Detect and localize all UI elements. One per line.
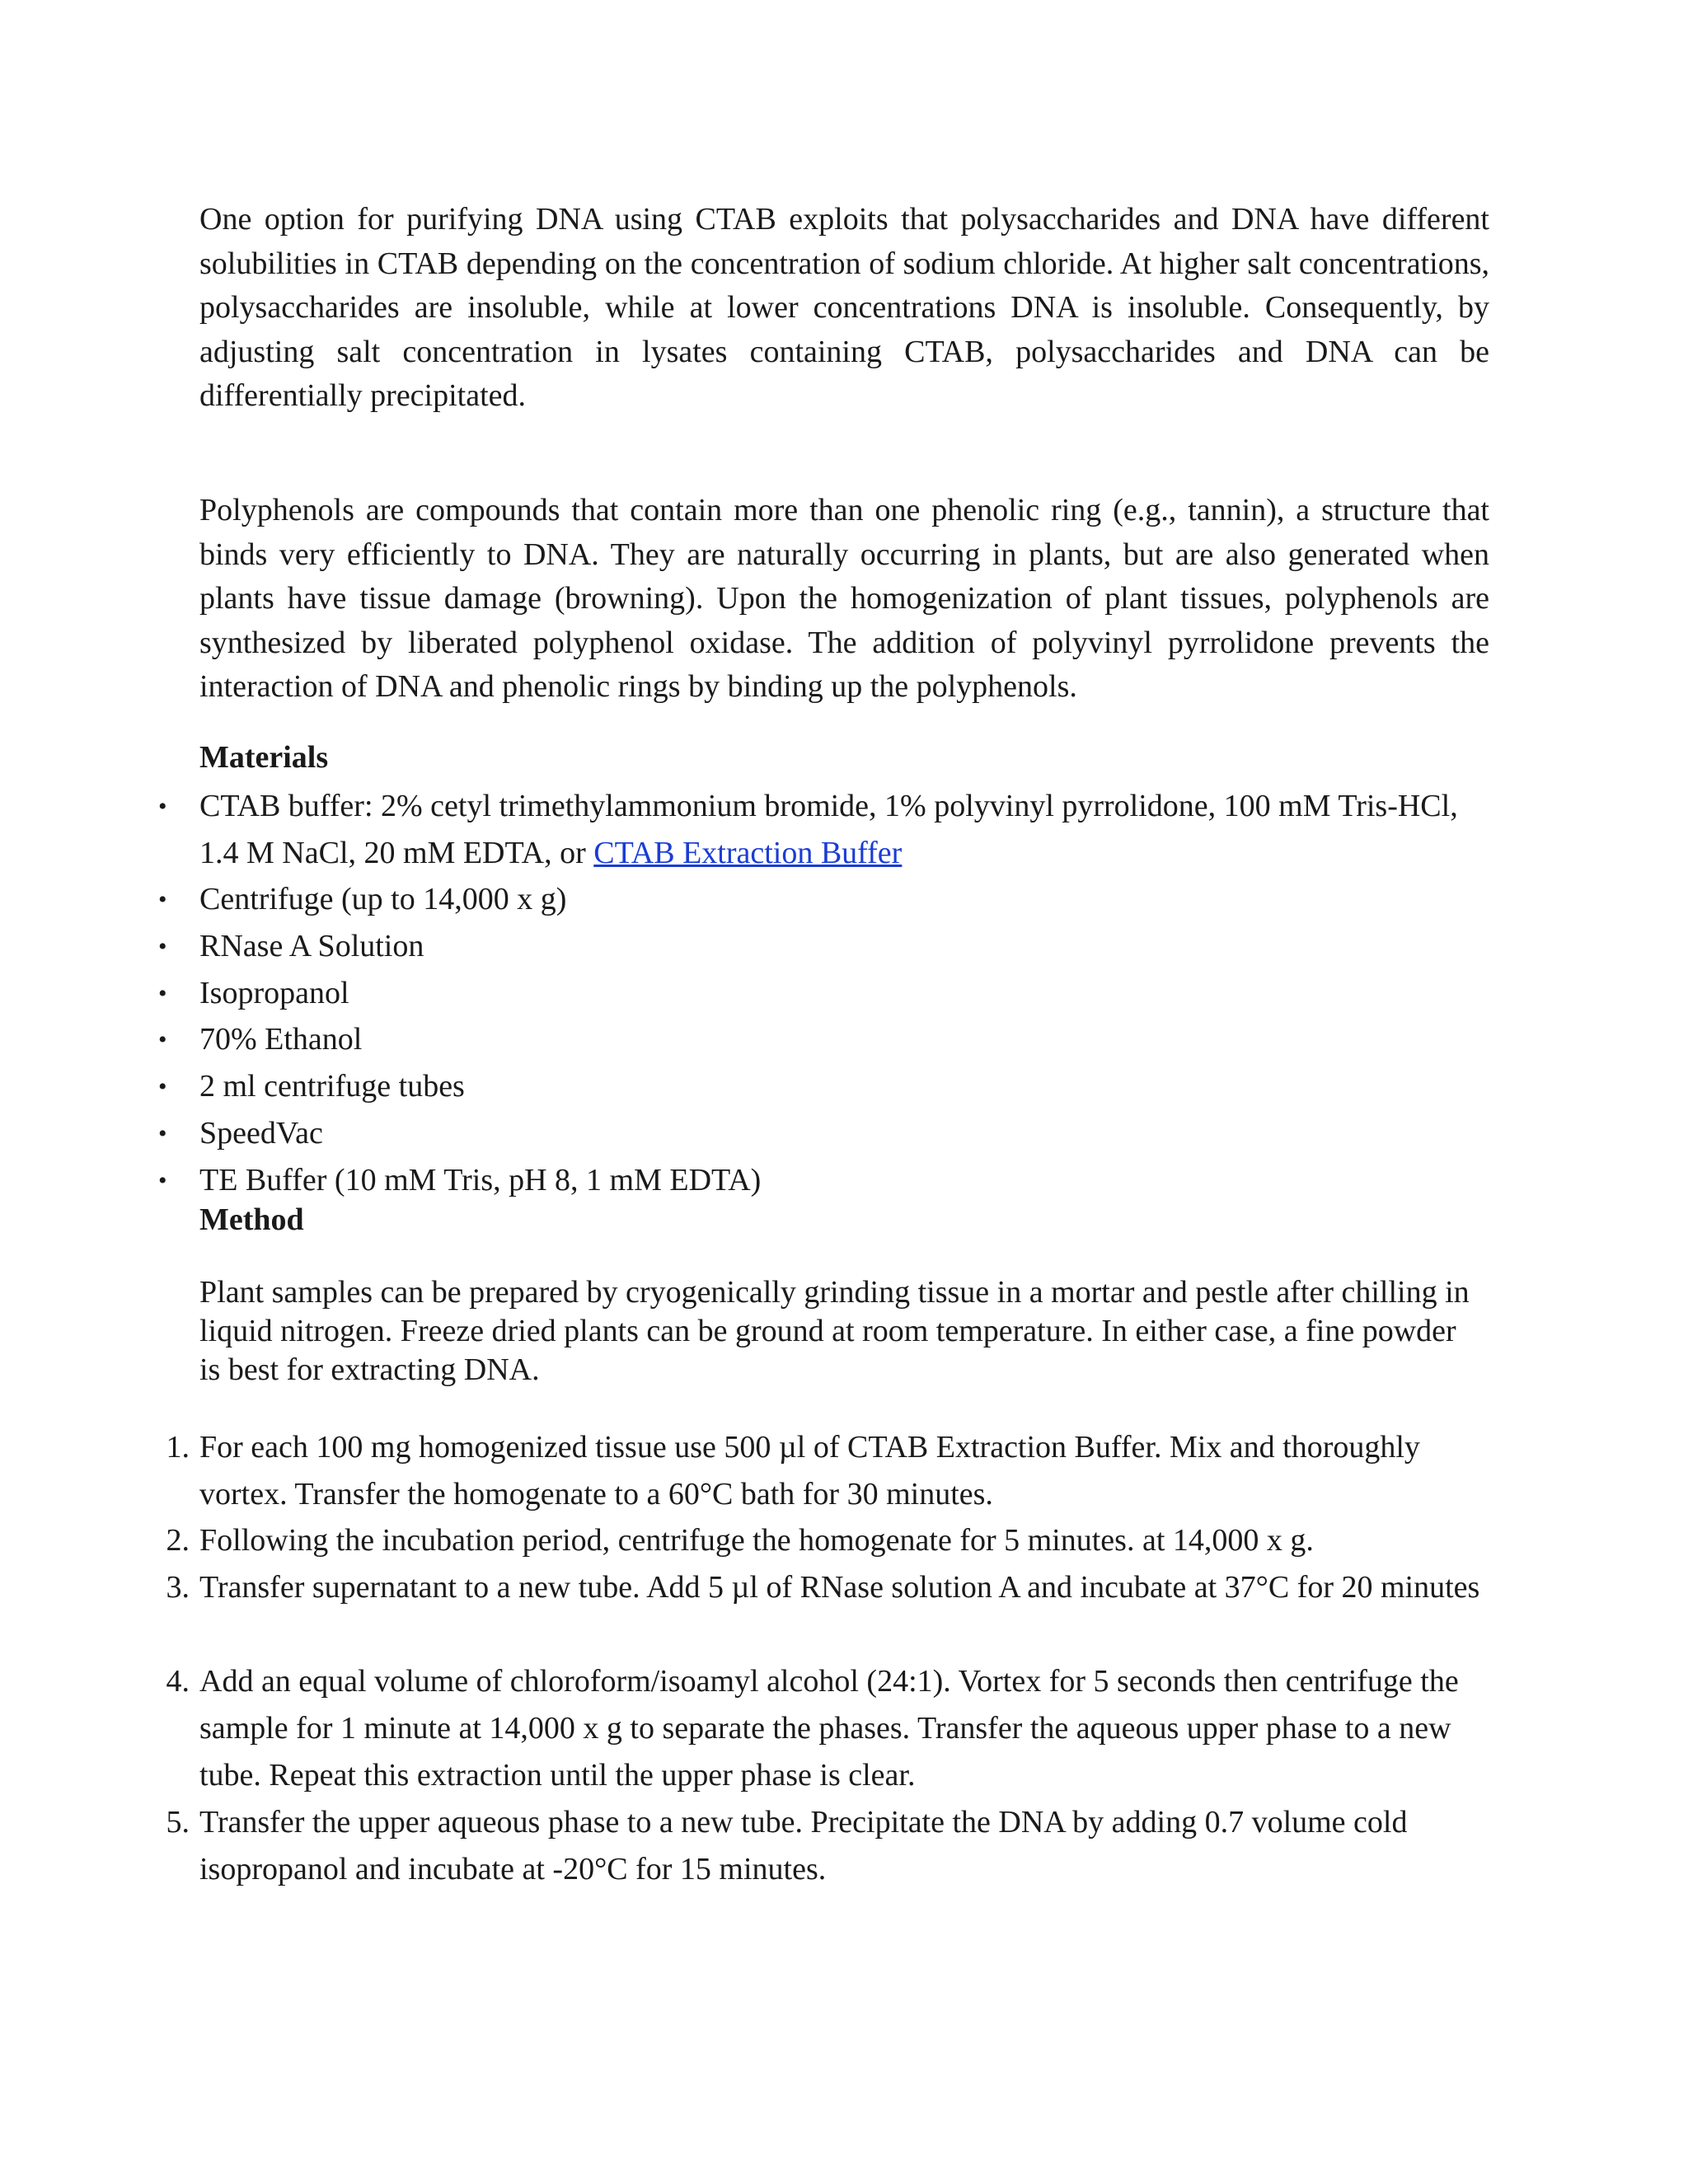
materials-item-text: 70% Ethanol xyxy=(199,1022,363,1057)
step-text: Transfer the upper aqueous phase to a new tube. Precipitate the DNA by adding 0.7 volume cold isopropanol and incubate at -20°C for 15 minutes. xyxy=(199,1805,1408,1886)
bullet-icon: • xyxy=(158,886,167,913)
method-heading: Method xyxy=(199,1202,304,1237)
step-text: For each 100 mg homogenized tissue use 500 µl of CTAB Extraction Buffer. Mix and thoroughly vortex. Transfer the homogenate to a 60°C bath for 30 minutes. xyxy=(199,1430,1420,1511)
materials-item xyxy=(158,1063,1489,1110)
method-intro-paragraph: Plant samples can be prepared by cryogenically grinding tissue in a mortar and pestle after chilling in liquid nitrogen. Freeze dried plants can be ground at room temperature. In either case, a fine powder is best for extracting DNA. xyxy=(199,1275,1470,1387)
materials-heading: Materials xyxy=(199,740,329,775)
materials-item xyxy=(158,970,1489,1017)
method-step xyxy=(166,1424,1489,1518)
bullet-icon: • xyxy=(158,1073,167,1100)
polyphenol-paragraph: Polyphenols are compounds that contain more than one phenolic ring (e.g., tannin), a structure that binds very efficiently to DNA. They are naturally occurring in plants, but are also generated when plants have tissue damage (browning). Upon the homogenization of plant tissues, polyphenols are synthesized by liberated polyphenol oxidase. The addition of polyvinyl pyrrolidone prevents the interaction of DNA and phenolic rings by binding up the polyphenols. xyxy=(199,493,1489,704)
materials-item-text: TE Buffer (10 mM Tris, pH 8, 1 mM EDTA) xyxy=(199,1163,762,1197)
materials-item xyxy=(158,1157,1489,1204)
materials-item-text: RNase A Solution xyxy=(199,929,424,963)
materials-item-text: Centrifuge (up to 14,000 x g) xyxy=(199,882,567,916)
materials-item xyxy=(158,783,1489,877)
materials-item xyxy=(158,923,1489,970)
materials-item-text: SpeedVac xyxy=(199,1116,323,1151)
materials-item-text: Isopropanol xyxy=(199,976,349,1010)
step-text: Following the incubation period, centrifuge the homogenate for 5 minutes. at 14,000 x g. xyxy=(199,1523,1314,1558)
materials-item-text: 2 ml centrifuge tubes xyxy=(199,1069,465,1104)
ctab-extraction-buffer-link[interactable]: CTAB Extraction Buffer xyxy=(593,836,903,870)
bullet-icon: • xyxy=(158,980,167,1007)
materials-item-text: CTAB buffer: 2% cetyl trimethylammonium bromide, 1% polyvinyl pyrrolidone, 100 mM Tris-HCl, 1.4 M NaCl, 20 mM EDTA, or xyxy=(199,789,1458,870)
step-text: Add an equal volume of chloroform/isoamyl alcohol (24:1). Vortex for 5 seconds then centrifuge the sample for 1 minute at 14,000 x g to separate the phases. Transfer the aqueous upper phase to a new tube. Repeat this extraction until the upper phase is clear. xyxy=(199,1664,1459,1793)
method-step xyxy=(166,1517,1489,1564)
bullet-icon: • xyxy=(158,793,167,820)
step-number: 2. xyxy=(166,1523,190,1558)
method-step xyxy=(166,1564,1489,1611)
bullet-icon: • xyxy=(158,1120,167,1147)
step-number: 1. xyxy=(166,1430,190,1465)
ctab-paragraph: One option for purifying DNA using CTAB exploits that polysaccharides and DNA have different solubilities in CTAB depending on the concentration of sodium chloride. At higher salt concentrations, polysaccharides are insoluble, while at lower concentrations DNA is insoluble. Consequently, by adjusting salt concentration in lysates containing CTAB, polysaccharides and DNA can be differentially precipitated. xyxy=(199,202,1489,413)
method-step xyxy=(166,1658,1489,1799)
step-number: 4. xyxy=(166,1664,190,1699)
bullet-icon: • xyxy=(158,1167,167,1194)
step-text: Transfer supernatant to a new tube. Add 5 µl of RNase solution A and incubate at 37°C for 20 minutes xyxy=(199,1570,1480,1605)
method-step xyxy=(166,1799,1489,1893)
step-number: 3. xyxy=(166,1570,190,1605)
materials-item xyxy=(158,876,1489,923)
step-number: 5. xyxy=(166,1805,190,1840)
materials-item xyxy=(158,1110,1489,1157)
bullet-icon: • xyxy=(158,933,167,960)
materials-item xyxy=(158,1016,1489,1063)
bullet-icon: • xyxy=(158,1026,167,1053)
